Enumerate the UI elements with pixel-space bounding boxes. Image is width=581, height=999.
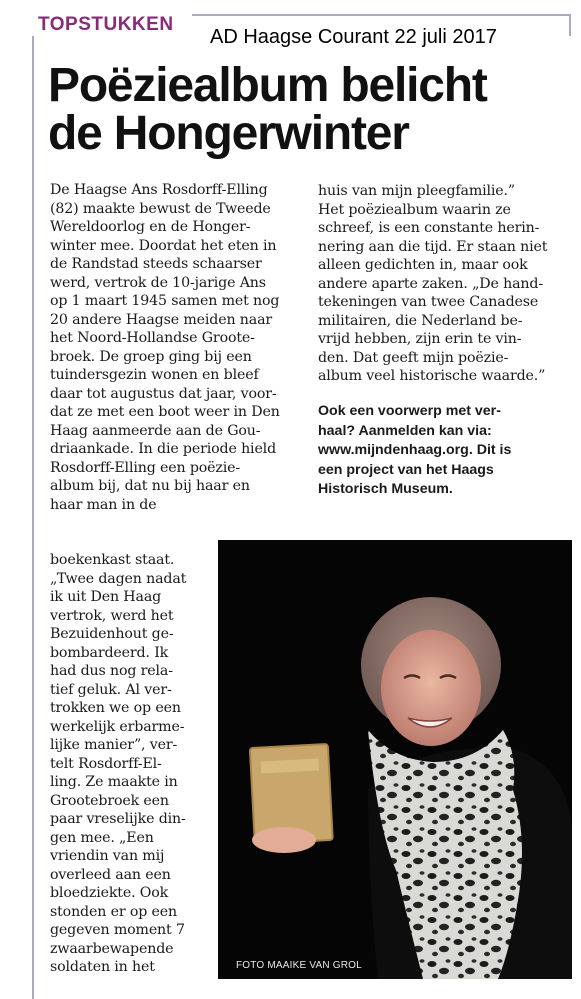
photo-credit: FOTO MAAIKE VAN GROL xyxy=(236,960,362,971)
text-line: overleed aan een xyxy=(50,866,171,883)
text-line: werd, vertrok de 10-jarige Ans xyxy=(50,274,266,291)
text-line: den. Dat geeft mijn poëzie- xyxy=(318,349,509,366)
text-line: Het poëziealbum waarin ze xyxy=(318,201,511,218)
text-line: tief geluk. Al ver- xyxy=(50,681,172,698)
source-line: AD Haagse Courant 22 juli 2017 xyxy=(210,26,497,48)
headline xyxy=(48,59,568,160)
article-column-2 xyxy=(318,182,547,386)
text-line: zwaarbewapende xyxy=(50,940,174,957)
text-line: driaankade. In die periode hield xyxy=(50,441,277,457)
headline-line: de Hongerwinter xyxy=(48,107,409,160)
text-line: Bezuidenhout ge- xyxy=(50,626,174,642)
text-line: had dus nog rela- xyxy=(50,663,173,679)
text-line: andere aparte zaken. „De hand- xyxy=(318,275,543,292)
text-line: haal? Aanmelden kan via: xyxy=(318,422,492,439)
text-line: vrijd hebben, zijn erin te vin- xyxy=(318,331,522,347)
text-line: tekeningen van twee Canadese xyxy=(318,294,539,310)
text-line: stonden er op een xyxy=(50,903,177,920)
portrait-photo xyxy=(218,540,572,979)
text-line: daar tot augustus dat jaar, voor- xyxy=(50,385,277,402)
text-line: Rosdorff-Elling een poëzie- xyxy=(50,459,241,476)
text-line: De Haagse Ans Rosdorff-Elling xyxy=(50,182,268,198)
text-line: Grootebroek een xyxy=(50,792,169,809)
portrait-illustration xyxy=(218,540,572,979)
text-line: werkelijk erbarme- xyxy=(50,718,185,735)
text-line: nering aan die tijd. Er staan niet xyxy=(318,238,548,255)
text-line: huis van mijn pleegfamilie.” xyxy=(318,183,515,199)
text-line: boekenkast staat. xyxy=(50,552,175,568)
frame-line-right xyxy=(569,14,571,36)
text-line: 20 andere Haagse meiden naar xyxy=(50,311,273,328)
text-line: bombardeerd. Ik xyxy=(50,644,169,661)
text-line: de Randstad steeds schaarser xyxy=(50,256,262,272)
text-line: telt Rosdorff-El- xyxy=(50,755,162,772)
text-line: schreef, is een constante herin- xyxy=(318,220,540,236)
face-shape xyxy=(381,630,481,746)
text-line: vertrok, werd het xyxy=(50,607,174,624)
text-line: ik uit Den Haag xyxy=(50,589,162,605)
text-line: winter mee. Doordat het eten in xyxy=(50,237,277,254)
text-line: alleen gedichten in, maar ook xyxy=(318,257,528,273)
text-line: www.mijndenhaag.org. Dit is xyxy=(318,442,512,459)
text-line: „Twee dagen nadat xyxy=(50,570,187,587)
hand-shape xyxy=(252,827,316,853)
text-line: lijke manier”, ver- xyxy=(50,737,178,753)
text-line: een project van het Haags xyxy=(318,461,494,478)
text-line: militairen, die Nederland be- xyxy=(318,312,523,329)
text-line: het Noord-Hollandse Groote- xyxy=(50,330,255,346)
text-line: tuindersgezin wonen en bleef xyxy=(50,367,259,383)
text-line: Wereldoorlog en de Honger- xyxy=(50,219,251,235)
text-line: paar vreselijke din- xyxy=(50,811,186,827)
text-line: gegeven moment 7 xyxy=(50,922,185,938)
text-line: dat ze met een boot weer in Den xyxy=(50,404,280,420)
frame-line-left xyxy=(32,14,34,999)
text-line: album veel historische waarde.” xyxy=(318,368,546,384)
frame-line-top xyxy=(191,14,571,16)
headline-line: Poëziealbum belicht xyxy=(48,59,487,112)
article-column-1 xyxy=(50,181,280,514)
text-line: trokken we op een xyxy=(50,700,181,716)
section-label: TOPSTUKKEN xyxy=(32,14,192,36)
text-line: Historisch Museum. xyxy=(318,481,453,498)
text-line: soldaten in het xyxy=(50,959,155,975)
text-line: op 1 maart 1945 samen met nog xyxy=(50,293,280,309)
text-line: ling. Ze maakte in xyxy=(50,774,178,790)
text-line: Haag aanmeerde aan de Gou- xyxy=(50,422,261,439)
text-line: (82) maakte bewust de Tweede xyxy=(50,200,271,217)
text-line: Ook een voorwerp met ver- xyxy=(318,403,501,419)
text-line: broek. De groep ging bij een xyxy=(50,348,252,365)
call-to-action xyxy=(318,402,511,500)
text-line: vriendin van mij xyxy=(50,848,165,864)
text-line: haar man in de xyxy=(50,496,157,513)
article-column-1-narrow xyxy=(50,551,186,977)
text-line: gen mee. „Een xyxy=(50,829,154,846)
text-line: album bij, dat nu bij haar en xyxy=(50,478,250,494)
text-line: bloedziekte. Ook xyxy=(50,885,169,901)
